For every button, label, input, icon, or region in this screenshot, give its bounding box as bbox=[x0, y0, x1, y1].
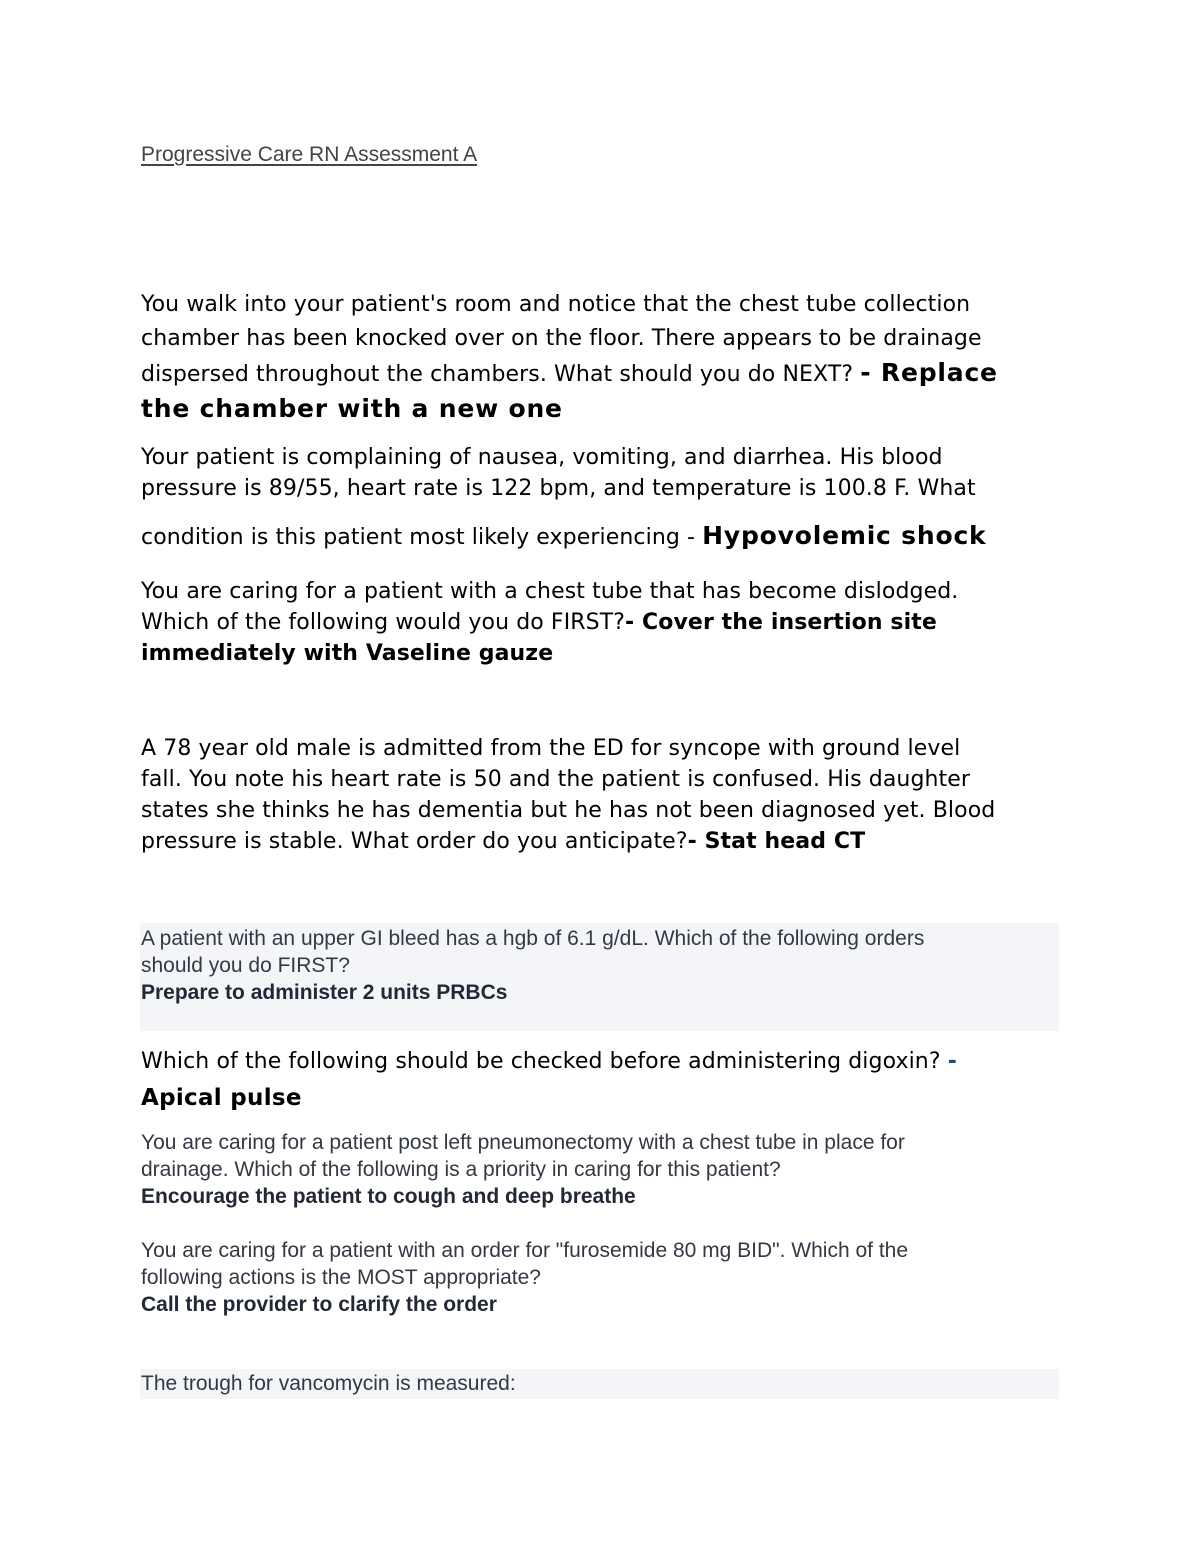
question-content bbox=[140, 923, 1059, 1006]
question-text-line: You walk into your patient's room and notice that the chest tube collection bbox=[141, 292, 971, 317]
question-text-line: You are caring for a patient with a chest tube that has become dislodged. bbox=[141, 579, 959, 604]
question-vancomycin-shaded bbox=[140, 1369, 1059, 1399]
question-text-answer-line bbox=[141, 1044, 1061, 1080]
answer-text: - Replace bbox=[860, 358, 998, 387]
answer-text-continued: the chamber with a new one bbox=[141, 394, 563, 423]
answer-text: Hypovolemic shock bbox=[702, 521, 987, 550]
answer-text: - Stat head CT bbox=[687, 829, 866, 854]
question-text-line: drainage. Which of the following is a priority in caring for this patient? bbox=[141, 1158, 781, 1181]
question-text-line: pressure is 89/55, heart rate is 122 bpm, and temperature is 100.8 F. What bbox=[141, 476, 976, 501]
question-text-line: Your patient is complaining of nausea, vomiting, and diarrhea. His blood bbox=[141, 445, 943, 470]
answer-text: Prepare to administer 2 units PRBCs bbox=[141, 981, 508, 1004]
question-gi-bleed-shaded bbox=[140, 923, 1059, 1031]
question-text-line: Which of the following would you do FIRST? bbox=[141, 610, 626, 635]
question-text-answer-line bbox=[141, 826, 1061, 857]
question-syncope-head-ct bbox=[141, 733, 1061, 857]
answer-text: - Cover the insertion site bbox=[625, 610, 937, 635]
question-text-line: should you do FIRST? bbox=[141, 954, 350, 977]
question-text-line: dispersed throughout the chambers. What should you do NEXT? bbox=[141, 362, 854, 387]
question-text-line: A patient with an upper GI bleed has a hgb of 6.1 g/dL. Which of the following orders bbox=[141, 927, 925, 950]
answer-text: Apical pulse bbox=[141, 1085, 302, 1111]
question-text-line: chamber has been knocked over on the floor. There appears to be drainage bbox=[141, 326, 982, 351]
question-text-line: states she thinks he has dementia but he has not been diagnosed yet. Blood bbox=[141, 798, 996, 823]
question-text-line: fall. You note his heart rate is 50 and the patient is confused. His daughter bbox=[141, 767, 971, 792]
question-chest-tube-knocked-over bbox=[141, 288, 1061, 426]
question-text-line: pressure is stable. What order do you anticipate? bbox=[141, 829, 688, 854]
question-text-line: following actions is the MOST appropriate? bbox=[141, 1266, 541, 1289]
question-dislodged-chest-tube bbox=[141, 576, 1061, 669]
answer-text: Call the provider to clarify the order bbox=[141, 1293, 497, 1316]
answer-text: immediately with Vaseline gauze bbox=[141, 641, 554, 666]
question-text-line: A 78 year old male is admitted from the ED for syncope with ground level bbox=[141, 736, 961, 761]
dash-marker: - bbox=[947, 1049, 957, 1074]
question-text-answer-line bbox=[141, 607, 1061, 638]
answer-text: Encourage the patient to cough and deep breathe bbox=[141, 1185, 636, 1208]
question-furosemide bbox=[141, 1237, 1061, 1318]
question-text-line: You are caring for a patient post left pneumonectomy with a chest tube in place for bbox=[141, 1131, 905, 1154]
question-text-answer-line bbox=[141, 356, 1061, 392]
question-pneumonectomy bbox=[141, 1129, 1061, 1210]
answer-text-continued bbox=[141, 638, 1061, 669]
question-digoxin bbox=[141, 1044, 1061, 1116]
document-title: Progressive Care RN Assessment A bbox=[141, 143, 478, 166]
question-text-line: You are caring for a patient with an order for "furosemide 80 mg BID". Which of the bbox=[141, 1239, 909, 1262]
question-text-line: Which of the following should be checked before administering digoxin? bbox=[141, 1049, 948, 1074]
question-hypovolemic-shock bbox=[141, 442, 1061, 553]
question-text-answer-line bbox=[141, 520, 1061, 553]
question-text-line: condition is this patient most likely experiencing - bbox=[141, 525, 703, 550]
question-text-line: The trough for vancomycin is measured: bbox=[141, 1372, 516, 1395]
